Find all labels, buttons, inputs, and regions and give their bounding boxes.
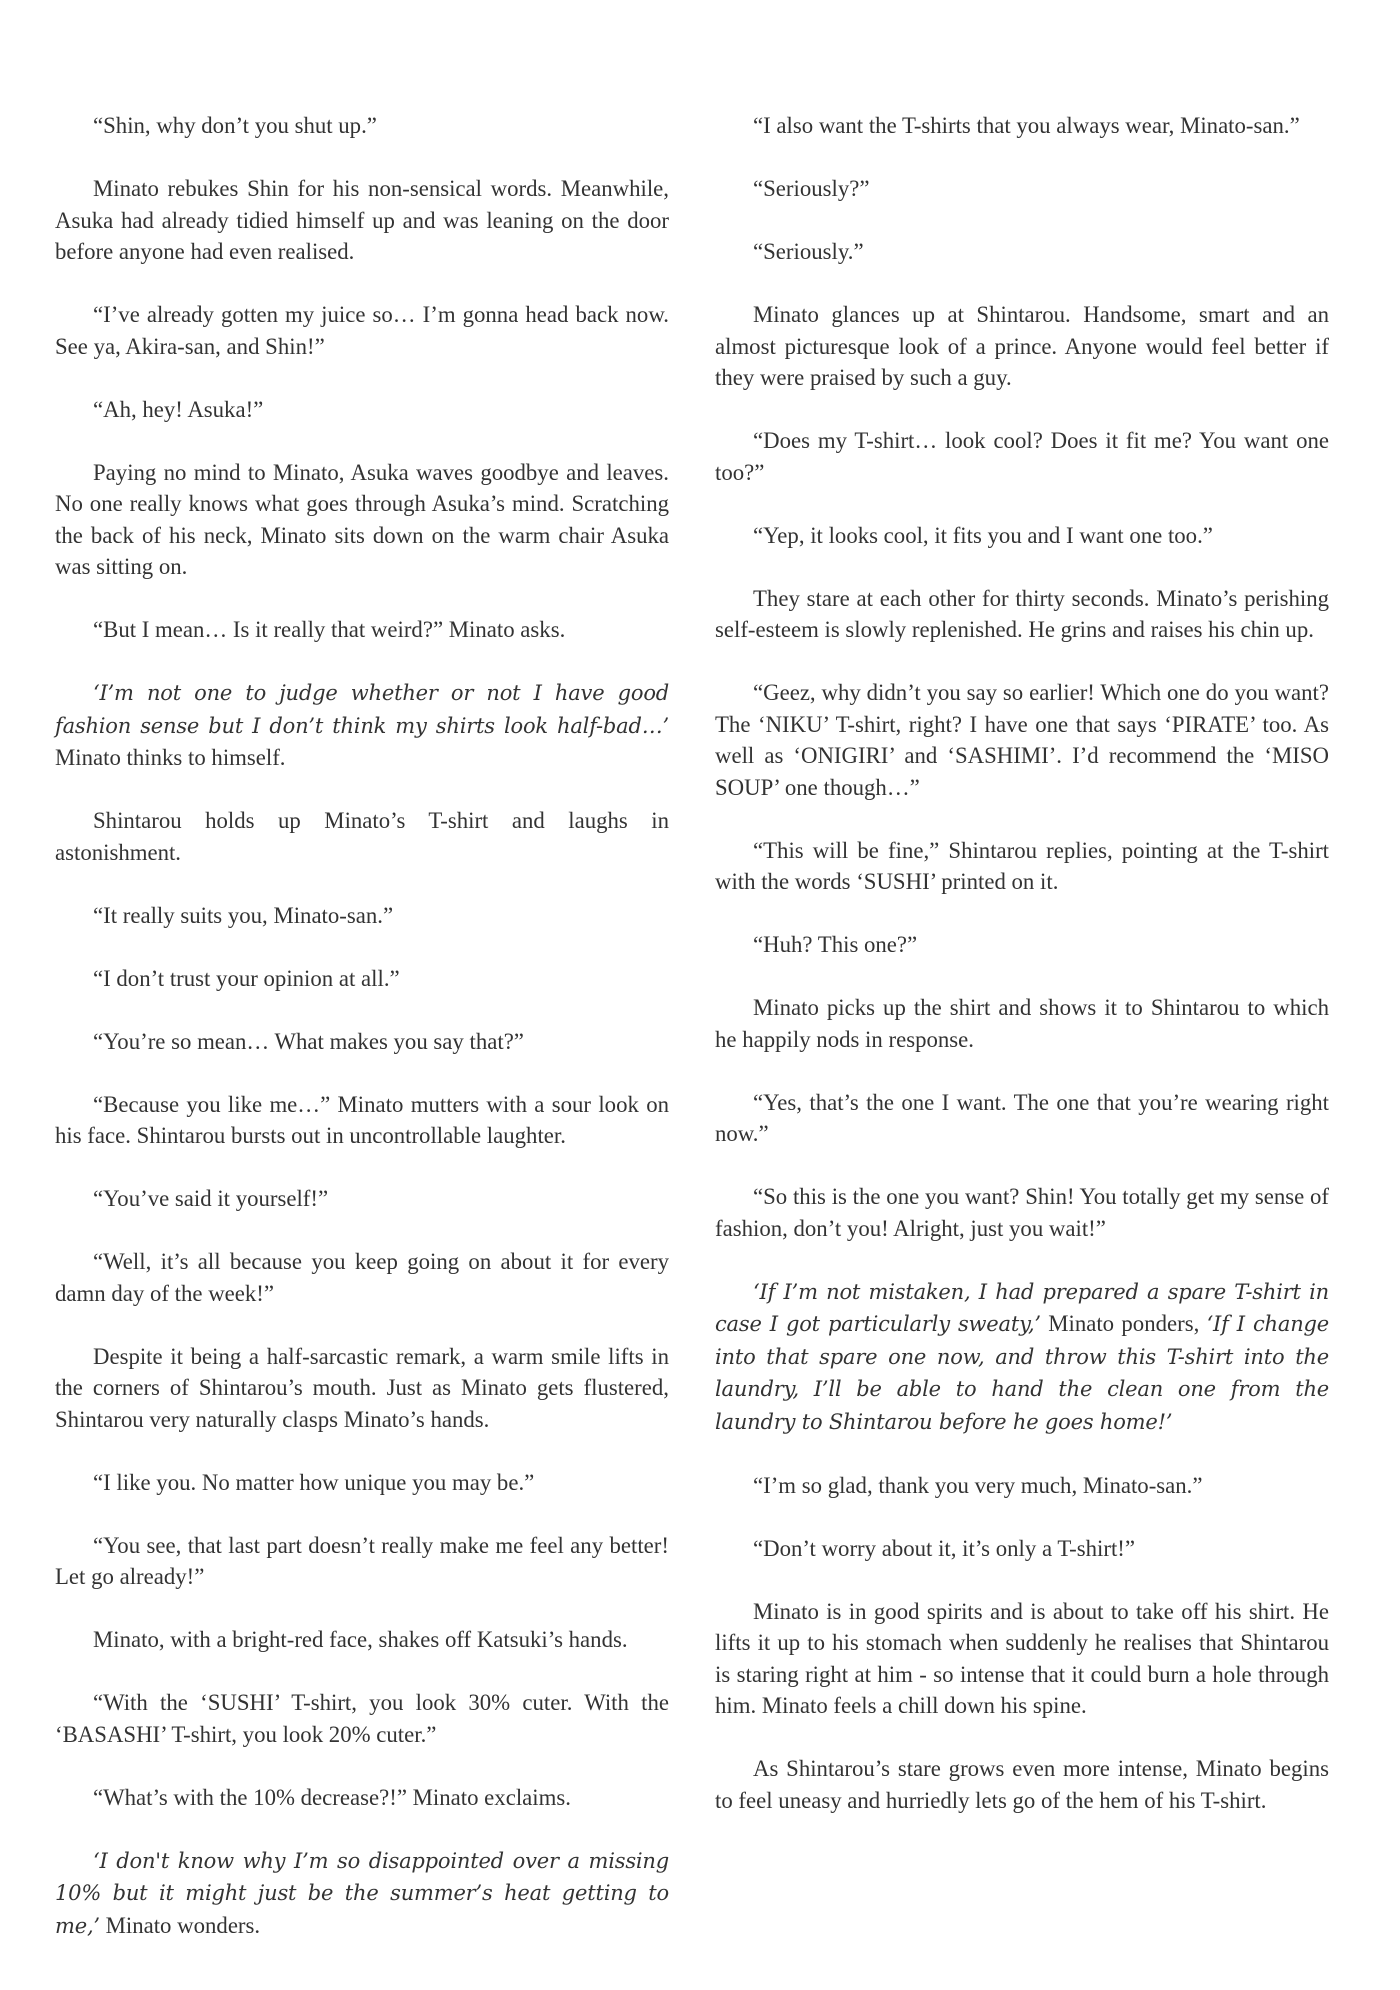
paragraph: “It really suits you, Minato-san.” bbox=[93, 902, 394, 928]
paragraph: “Don’t worry about it, it’s only a T-shirt!” bbox=[753, 1535, 1136, 1561]
inner-thought: ‘If I’m not mistaken, I had prepared a spare T-shirt in case I got particularly sweaty,’ bbox=[715, 1279, 1329, 1336]
paragraph: “Ah, hey! Asuka!” bbox=[93, 396, 264, 422]
paragraph: “I’ve already gotten my juice so… I’m gonna head back now. See ya, Akira-san, and Shin!” bbox=[55, 302, 669, 359]
paragraph: “I don’t trust your opinion at all.” bbox=[93, 965, 400, 991]
paragraph: “Yep, it looks cool, it fits you and I want one too.” bbox=[753, 522, 1213, 548]
paragraph: Paying no mind to Minato, Asuka waves goodbye and leaves. No one really knows what goes through Asuka’s mind. Scratching the back of his neck, Minato sits down on the warm chair Asuka was sitting on. bbox=[55, 459, 669, 579]
paragraph: “Seriously.” bbox=[753, 239, 864, 264]
paragraph: “You see, that last part doesn’t really make me feel any better! Let go already!” bbox=[55, 1532, 669, 1589]
paragraph: “What’s with the 10% decrease?!” Minato exclaims. bbox=[93, 1784, 571, 1810]
paragraph: “Does my T-shirt… look cool? Does it fit me? You want one too?” bbox=[715, 428, 1329, 485]
paragraph bbox=[55, 677, 669, 774]
paragraph: “I’m so glad, thank you very much, Minato-san.” bbox=[753, 1472, 1203, 1498]
paragraph: “So this is the one you want? Shin! You totally get my sense of fashion, don’t you! Alright, just you wait!” bbox=[715, 1184, 1329, 1241]
paragraph: Minato is in good spirits and is about to take off his shirt. He lifts it up to his stomach when suddenly he realises that Shintarou is staring right at him - so intense that it could burn a hole through him. Minato feels a chill down his spine. bbox=[715, 1598, 1329, 1718]
paragraph: Minato picks up the shirt and shows it to Shintarou to which he happily nods in response. bbox=[715, 995, 1329, 1052]
paragraph: Shintarou holds up Minato’s T-shirt and laughs in astonishment. bbox=[55, 808, 669, 865]
inner-thought: ‘I’m not one to judge whether or not I have good fashion sense but I don’t think my shirts look half-bad…’ bbox=[55, 681, 669, 738]
paragraph-text: Minato wonders. bbox=[99, 1912, 261, 1938]
left-text-column bbox=[55, 110, 669, 1942]
paragraph: “But I mean… Is it really that weird?” Minato asks. bbox=[93, 617, 566, 642]
paragraph: Minato, with a bright-red face, shakes off Katsuki’s hands. bbox=[93, 1627, 628, 1652]
paragraph: As Shintarou’s stare grows even more intense, Minato begins to feel uneasy and hurriedly lets go of the hem of his T-shirt. bbox=[715, 1756, 1329, 1813]
paragraph: “You’ve said it yourself!” bbox=[93, 1186, 329, 1211]
paragraph: “Huh? This one?” bbox=[753, 932, 918, 957]
paragraph bbox=[55, 1845, 669, 1943]
paragraph: Minato glances up at Shintarou. Handsome, smart and an almost picturesque look of a prince. Anyone would feel better if they were praised by such a guy. bbox=[715, 302, 1329, 390]
inner-thought: ‘If I change into that spare one now, and throw this T-shirt into the laundry, I’ll be able to hand the clean one from the laundry to Shintarou before he goes home!’ bbox=[715, 1312, 1329, 1434]
paragraph: “Seriously?” bbox=[753, 176, 870, 201]
paragraph: “Yes, that’s the one I want. The one that you’re wearing right now.” bbox=[715, 1089, 1329, 1146]
paragraph: They stare at each other for thirty seconds. Minato’s perishing self-esteem is slowly replenished. He grins and raises his chin up. bbox=[715, 585, 1329, 642]
paragraph: “This will be fine,” Shintarou replies, pointing at the T-shirt with the words ‘SUSHI’ printed on it. bbox=[715, 837, 1329, 894]
inner-thought: ‘I don't know why I’m so disappointed over a missing 10% but it might just be the summer’s heat getting to me,’ bbox=[55, 1848, 669, 1938]
right-text-column bbox=[715, 110, 1329, 1816]
paragraph: “You’re so mean… What makes you say that?” bbox=[93, 1028, 524, 1054]
paragraph bbox=[715, 1276, 1329, 1439]
paragraph: “Because you like me…” Minato mutters with a sour look on his face. Shintarou bursts out in uncontrollable laughter. bbox=[55, 1091, 669, 1148]
paragraph: “Shin, why don’t you shut up.” bbox=[93, 113, 377, 138]
paragraph-text: Minato thinks to himself. bbox=[55, 745, 286, 770]
paragraph: “Well, it’s all because you keep going on about it for every damn day of the week!” bbox=[55, 1249, 669, 1306]
paragraph: Despite it being a half-sarcastic remark, a warm smile lifts in the corners of Shintarou’s mouth. Just as Minato gets flustered, Shintarou very naturally clasps Minato’s hands. bbox=[55, 1343, 669, 1432]
paragraph: “I like you. No matter how unique you may be.” bbox=[93, 1469, 535, 1495]
paragraph: “Geez, why didn’t you say so earlier! Which one do you want? The ‘NIKU’ T-shirt, right? I have one that says ‘PIRATE’ too. As well as ‘ONIGIRI’ and ‘SASHIMI’. I’d recommend the ‘MISO SOUP’ one though…” bbox=[715, 680, 1329, 800]
paragraph: “I also want the T-shirts that you always wear, Minato-san.” bbox=[753, 113, 1300, 138]
paragraph: Minato rebukes Shin for his non-sensical words. Meanwhile, Asuka had already tidied himself up and was leaning on the door before anyone had even realised. bbox=[55, 176, 669, 264]
paragraph-text: Minato ponders, bbox=[1040, 1311, 1207, 1336]
paragraph: “With the ‘SUSHI’ T-shirt, you look 30% cuter. With the ‘BASASHI’ T-shirt, you look 20% cuter.” bbox=[55, 1690, 669, 1747]
